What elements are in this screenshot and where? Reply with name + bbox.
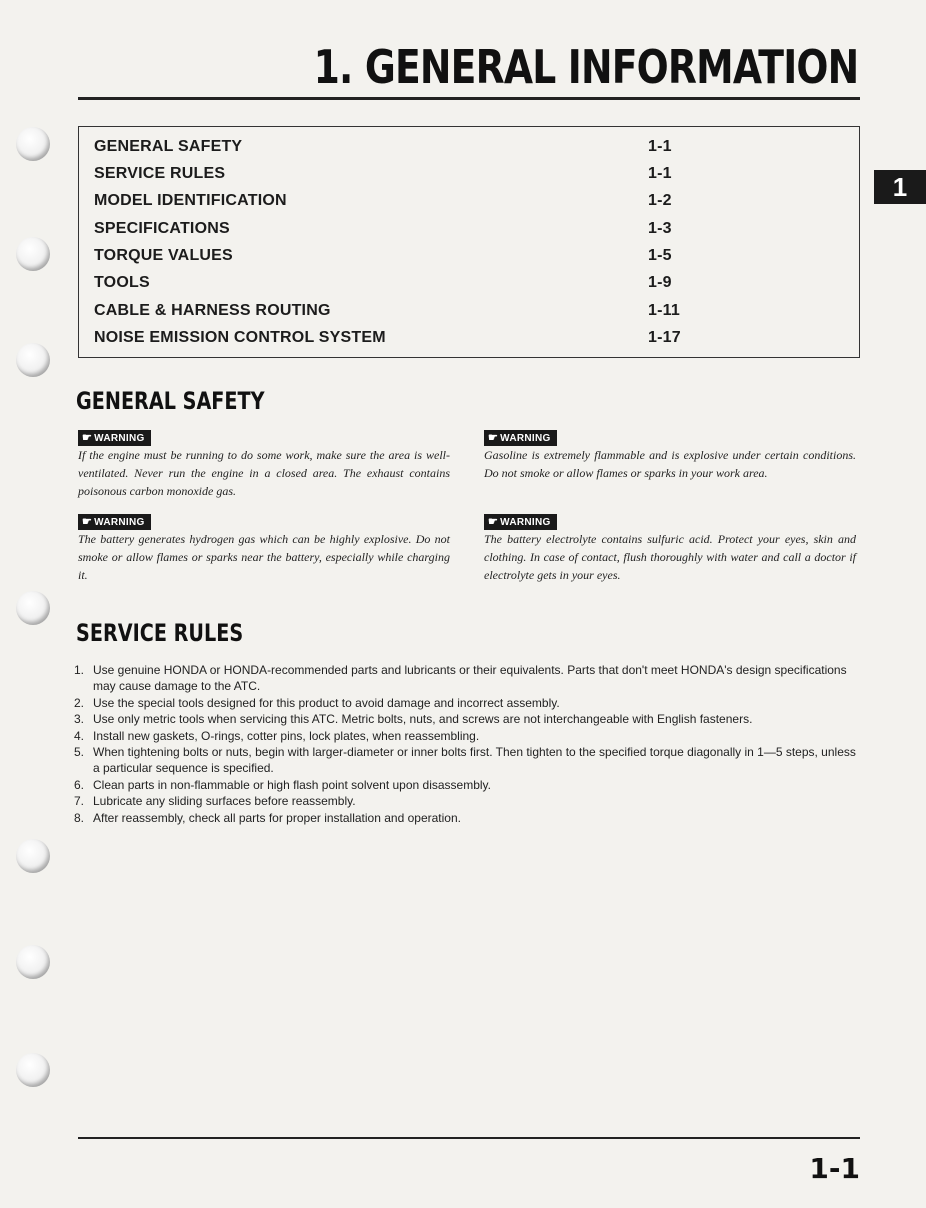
toc-entry-page: 1-3 — [648, 220, 672, 237]
toc-entry[interactable] — [94, 302, 694, 329]
warning-badge-label: WARNING — [500, 433, 551, 444]
hand-warning-icon: ☛ — [488, 432, 499, 444]
toc-entry-label: SERVICE RULES — [94, 165, 226, 182]
list-item: 6. Clean parts in non-flammable or high flash point solvent upon disassembly. — [74, 777, 491, 792]
chapter-title: 1. GENERAL INFORMATION — [313, 40, 858, 94]
toc-entry-label: MODEL IDENTIFICATION — [94, 192, 287, 209]
page-number: 1-1 — [809, 1152, 860, 1185]
toc-entry[interactable] — [94, 192, 694, 219]
warning-badge-label: WARNING — [94, 433, 145, 444]
toc-entry-label: CABLE & HARNESS ROUTING — [94, 302, 331, 319]
title-rule — [78, 97, 860, 100]
warning-badge-label: WARNING — [94, 517, 145, 528]
binder-hole — [16, 945, 50, 979]
toc-entry-page: 1-5 — [648, 247, 672, 264]
toc-entry-label: TORQUE VALUES — [94, 247, 233, 264]
toc-entry[interactable] — [94, 138, 694, 165]
toc-entry[interactable] — [94, 329, 694, 356]
section-heading-service-rules: SERVICE RULES — [76, 619, 244, 647]
toc-entry[interactable] — [94, 274, 694, 301]
toc-entry-page: 1-11 — [648, 302, 680, 319]
warning-badge — [78, 514, 151, 530]
binder-hole — [16, 1053, 50, 1087]
footer-rule — [78, 1137, 860, 1139]
binder-hole — [16, 591, 50, 625]
warning-text: If the engine must be running to do some work, make sure the area is well-ventilated. Never run the engine in a closed area. The exhaust contains poisonous carbon monoxide gas. — [78, 448, 450, 498]
list-item: 5. When tightening bolts or nuts, begin with larger-diameter or inner bolts first. Then tighten to the specified torque diagonally in 1—5 steps, unless a particular sequence is specified. — [74, 745, 856, 776]
toc-entry-page: 1-1 — [648, 165, 672, 182]
binder-hole — [16, 343, 50, 377]
warning-text: Gasoline is extremely flammable and is explosive under certain conditions. Do not smoke or allow flames or sparks in your work area. — [484, 448, 856, 480]
toc-entry-page: 1-17 — [648, 329, 681, 346]
toc-entry-label: TOOLS — [94, 274, 150, 291]
list-item: 2. Use the special tools designed for this product to avoid damage and incorrect assembly. — [74, 695, 560, 710]
warning-badge-label: WARNING — [500, 517, 551, 528]
list-item: 4. Install new gaskets, O-rings, cotter pins, lock plates, when reassembling. — [74, 728, 480, 743]
toc-entry-label: NOISE EMISSION CONTROL SYSTEM — [94, 329, 386, 346]
service-rules-list — [74, 662, 860, 826]
warning-text: The battery electrolyte contains sulfuric acid. Protect your eyes, skin and clothing. In case of contact, flush thoroughly with water and call a doctor if electrolyte gets in your eyes. — [484, 532, 856, 582]
warning-text: The battery generates hydrogen gas which can be highly explosive. Do not smoke or allow flames or sparks near the battery, especially while charging it. — [78, 532, 450, 582]
binder-hole — [16, 237, 50, 271]
list-item: 8. After reassembly, check all parts for proper installation and operation. — [74, 810, 461, 825]
hand-warning-icon: ☛ — [82, 432, 93, 444]
toc-entry[interactable] — [94, 220, 694, 247]
toc-entry-page: 1-1 — [648, 138, 672, 155]
binder-hole — [16, 839, 50, 873]
warning-badge — [78, 430, 151, 446]
chapter-tab: 1 — [874, 170, 926, 204]
warning-badge — [484, 430, 557, 446]
toc-entry[interactable] — [94, 165, 694, 192]
list-item: 1. Use genuine HONDA or HONDA-recommended parts and lubricants or their equivalents. Parts that don't meet HONDA's design specifications may cause damage to the ATC. — [74, 663, 847, 694]
hand-warning-icon: ☛ — [82, 516, 93, 528]
list-item: 3. Use only metric tools when servicing this ATC. Metric bolts, nuts, and screws are not interchangeable with English fasteners. — [74, 712, 753, 727]
section-heading-general-safety: GENERAL SAFETY — [76, 387, 265, 415]
hand-warning-icon: ☛ — [488, 516, 499, 528]
binder-hole — [16, 127, 50, 161]
toc-entry-label: SPECIFICATIONS — [94, 220, 230, 237]
list-item: 7. Lubricate any sliding surfaces before reassembly. — [74, 794, 356, 809]
warning-badge — [484, 514, 557, 530]
toc-entry-page: 1-9 — [648, 274, 672, 291]
toc-entry-label: GENERAL SAFETY — [94, 138, 243, 155]
toc-entry[interactable] — [94, 247, 694, 274]
toc-entry-page: 1-2 — [648, 192, 672, 209]
